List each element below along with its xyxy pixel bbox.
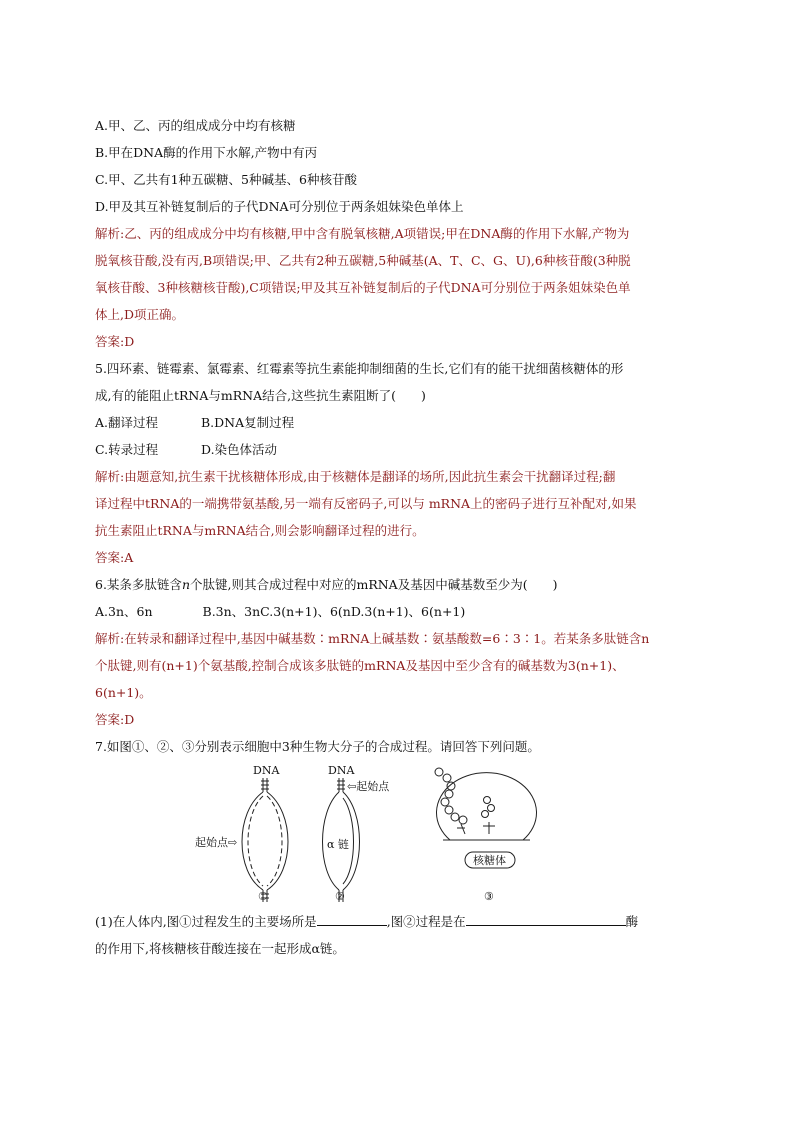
q5-options-row bbox=[95, 436, 705, 463]
q5-options-row bbox=[95, 409, 705, 436]
q6-options: A.3n、6n B.3n、3nC.3(n+1)、6(nD.3(n+1)、6(n+1) bbox=[95, 604, 466, 619]
q5-option-d: D.染色体活动 bbox=[201, 442, 278, 457]
q4-analysis-line: 脱氧核苷酸,没有丙,B项错误;甲、乙共有2种五碳糖,5种碱基(A、T、C、G、U),6种核苷酸(3种脱 bbox=[95, 253, 631, 268]
q6-stem-variable: n bbox=[181, 577, 190, 592]
q5-option-c: C.转录过程 bbox=[95, 442, 159, 457]
figure2-alpha-chain-label: α 链 bbox=[327, 838, 349, 851]
answer-blank[interactable] bbox=[466, 911, 626, 926]
q6-analysis-line: 6(n+1)。 bbox=[95, 685, 152, 700]
q5-option-b: B.DNA复制过程 bbox=[201, 415, 295, 430]
q4-option-c: C.甲、乙共有1种五碳糖、5种碱基、6种核苷酸 bbox=[95, 172, 357, 187]
q5-stem: 成,有的能阻止tRNA与mRNA结合,这些抗生素阻断了( ) bbox=[95, 388, 426, 403]
figure3-number: ③ bbox=[484, 890, 494, 902]
figure1-dna-label: DNA bbox=[253, 764, 280, 777]
synthesis-figure bbox=[95, 762, 705, 902]
answer-blank[interactable] bbox=[317, 911, 387, 926]
q6-stem-part: 6.某条多肽链含 bbox=[95, 577, 182, 592]
q5-analysis-line: 解析:由题意知,抗生素干扰核糖体形成,由于核糖体是翻译的场所,因此抗生素会干扰翻译过程;翻 bbox=[95, 469, 616, 484]
q4-option-a: A.甲、乙、丙的组成成分中均有核糖 bbox=[95, 118, 296, 133]
figure3-ribosome-label: 核糖体 bbox=[473, 854, 506, 867]
figure3-ribosome bbox=[435, 768, 537, 868]
q6-stem-part: 个肽键,则其合成过程中对应的mRNA及基因中碱基数至少为( ) bbox=[190, 577, 558, 592]
q5-answer: 答案:A bbox=[95, 550, 134, 565]
figure2-dna-label: DNA bbox=[328, 764, 355, 777]
q6-analysis-line: 个肽键,则有(n+1)个氨基酸,控制合成该多肽链的mRNA及基因中至少含有的碱基数为3(n+1)、 bbox=[95, 658, 625, 673]
q4-analysis-line: 解析:乙、丙的组成成分中均有核糖,甲中含有脱氧核糖,A项错误;甲在DNA酶的作用下水解,产物为 bbox=[95, 226, 630, 241]
figure1-number: ① bbox=[258, 890, 268, 902]
q7-subquestion-1 bbox=[95, 908, 705, 935]
q7-subquestion-1-cont: 的作用下,将核糖核苷酸连接在一起形成α链。 bbox=[95, 941, 345, 956]
q4-option-b: B.甲在DNA酶的作用下水解,产物中有丙 bbox=[95, 145, 318, 160]
figure1-origin-label: 起始点⇨ bbox=[195, 836, 238, 849]
q7-sub1-text: ,图②过程是在 bbox=[386, 914, 466, 929]
q6-answer: 答案:D bbox=[95, 712, 135, 727]
figure1-dna-bubble bbox=[242, 778, 288, 902]
q5-analysis-line: 抗生素阻止tRNA与mRNA结合,则会影响翻译过程的进行。 bbox=[95, 523, 425, 538]
document-page bbox=[95, 112, 705, 962]
q7-stem: 7.如图①、②、③分别表示细胞中3种生物大分子的合成过程。请回答下列问题。 bbox=[95, 739, 540, 754]
q7-sub1-text: 酶 bbox=[625, 914, 639, 929]
q7-sub1-text: (1)在人体内,图①过程发生的主要场所是 bbox=[95, 914, 317, 929]
q4-analysis-line: 体上,D项正确。 bbox=[95, 307, 184, 322]
q5-analysis-line: 译过程中tRNA的一端携带氨基酸,另一端有反密码子,可以与 mRNA上的密码子进行互补配对,如果 bbox=[95, 496, 637, 511]
q4-option-d: D.甲及其互补链复制后的子代DNA可分别位于两条姐妹染色单体上 bbox=[95, 199, 464, 214]
synthesis-diagram bbox=[95, 762, 705, 902]
q4-analysis-line: 氧核苷酸、3种核糖核苷酸),C项错误;甲及其互补链复制后的子代DNA可分别位于两条姐妹染色单 bbox=[95, 280, 631, 295]
q4-answer: 答案:D bbox=[95, 334, 135, 349]
q6-analysis-line: 解析:在转录和翻译过程中,基因中碱基数∶mRNA上碱基数∶氨基酸数=6∶3∶1。若某条多肽链含n bbox=[95, 631, 650, 646]
q5-stem: 5.四环素、链霉素、氯霉素、红霉素等抗生素能抑制细菌的生长,它们有的能干扰细菌核糖体的形 bbox=[95, 361, 624, 376]
q5-option-a: A.翻译过程 bbox=[95, 415, 159, 430]
q6-stem bbox=[95, 571, 705, 598]
figure2-number: ② bbox=[335, 890, 345, 902]
figure2-origin-label: ⇦起始点 bbox=[347, 780, 390, 793]
